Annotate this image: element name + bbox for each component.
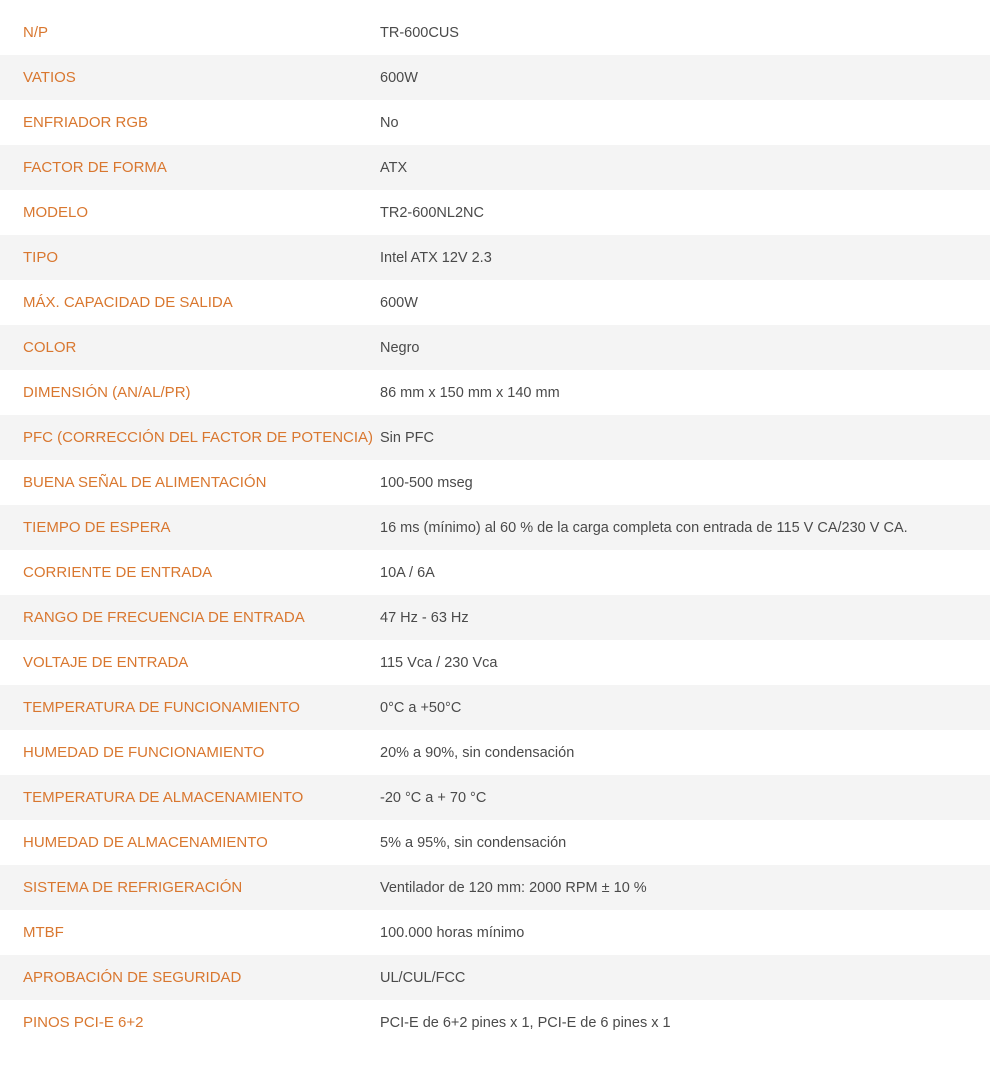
spec-label: TIPO — [23, 249, 59, 266]
spec-value: 86 mm x 150 mm x 140 mm — [380, 384, 560, 401]
spec-value: 16 ms (mínimo) al 60 % de la carga completa con entrada de 115 V CA/230 V CA. — [380, 519, 908, 536]
spec-label: N/P — [23, 24, 49, 41]
spec-value: 115 Vca / 230 Vca — [380, 654, 498, 671]
spec-row-np — [0, 10, 990, 55]
spec-label: TIEMPO DE ESPERA — [23, 519, 171, 536]
spec-value: 100-500 mseg — [380, 474, 473, 491]
spec-label: VOLTAJE DE ENTRADA — [23, 654, 189, 671]
spec-label: HUMEDAD DE ALMACENAMIENTO — [23, 834, 268, 851]
spec-row-temperatura-funcionamiento — [0, 685, 990, 730]
spec-value: UL/CUL/FCC — [380, 969, 466, 986]
spec-value: TR2-600NL2NC — [380, 204, 484, 221]
spec-row-sistema-refrigeracion — [0, 865, 990, 910]
spec-value: 5% a 95%, sin condensación — [380, 834, 567, 851]
spec-label: COLOR — [23, 339, 77, 356]
spec-label: PINOS PCI-E 6+2 — [23, 1014, 144, 1031]
spec-row-modelo — [0, 190, 990, 235]
spec-row-corriente-de-entrada — [0, 550, 990, 595]
spec-label: MTBF — [23, 924, 64, 941]
spec-row-temperatura-almacenamiento — [0, 775, 990, 820]
spec-label: VATIOS — [23, 69, 76, 86]
spec-value: -20 °C a + 70 °C — [380, 789, 487, 806]
spec-row-mtbf — [0, 910, 990, 955]
spec-label: APROBACIÓN DE SEGURIDAD — [23, 969, 242, 986]
spec-value: TR-600CUS — [380, 24, 459, 41]
spec-row-humedad-funcionamiento — [0, 730, 990, 775]
spec-value: 10A / 6A — [380, 564, 435, 581]
spec-label: TEMPERATURA DE FUNCIONAMIENTO — [23, 699, 300, 716]
spec-row-factor-de-forma — [0, 145, 990, 190]
spec-row-pfc — [0, 415, 990, 460]
spec-label: ENFRIADOR RGB — [23, 114, 149, 131]
spec-label: RANGO DE FRECUENCIA DE ENTRADA — [23, 609, 305, 626]
spec-label: BUENA SEÑAL DE ALIMENTACIÓN — [23, 474, 267, 491]
spec-label: TEMPERATURA DE ALMACENAMIENTO — [23, 789, 304, 806]
spec-value: Sin PFC — [380, 429, 434, 446]
spec-label: HUMEDAD DE FUNCIONAMIENTO — [23, 744, 265, 761]
spec-row-voltaje-de-entrada — [0, 640, 990, 685]
spec-value: 47 Hz - 63 Hz — [380, 609, 469, 626]
spec-row-vatios — [0, 55, 990, 100]
spec-row-enfriador-rgb — [0, 100, 990, 145]
spec-value: Intel ATX 12V 2.3 — [380, 249, 492, 266]
spec-row-rango-de-frecuencia — [0, 595, 990, 640]
spec-value: ATX — [380, 159, 408, 176]
spec-row-dimension — [0, 370, 990, 415]
spec-label: PFC (CORRECCIÓN DEL FACTOR DE POTENCIA) — [23, 429, 374, 446]
spec-label: CORRIENTE DE ENTRADA — [23, 564, 213, 581]
spec-label: DIMENSIÓN (AN/AL/PR) — [23, 384, 191, 401]
spec-label: MÁX. CAPACIDAD DE SALIDA — [23, 294, 233, 311]
spec-value: Negro — [380, 339, 420, 356]
spec-row-color — [0, 325, 990, 370]
spec-label: MODELO — [23, 204, 89, 221]
spec-row-tipo — [0, 235, 990, 280]
spec-row-humedad-almacenamiento — [0, 820, 990, 865]
spec-row-tiempo-de-espera — [0, 505, 990, 550]
spec-row-aprobacion-seguridad — [0, 955, 990, 1000]
spec-value: 20% a 90%, sin condensación — [380, 744, 575, 761]
spec-value: PCI-E de 6+2 pines x 1, PCI-E de 6 pines x 1 — [380, 1014, 671, 1031]
spec-row-buena-senal — [0, 460, 990, 505]
spec-value: 100.000 horas mínimo — [380, 924, 525, 941]
spec-value: Ventilador de 120 mm: 2000 RPM ± 10 % — [380, 879, 647, 896]
spec-row-max-capacidad — [0, 280, 990, 325]
spec-value: No — [380, 114, 399, 131]
spec-value: 600W — [380, 69, 418, 86]
spec-label: FACTOR DE FORMA — [23, 159, 167, 176]
spec-row-pinos-pci-e — [0, 1000, 990, 1045]
spec-label: SISTEMA DE REFRIGERACIÓN — [23, 879, 243, 896]
spec-value: 0°C a +50°C — [380, 699, 462, 716]
spec-value: 600W — [380, 294, 418, 311]
